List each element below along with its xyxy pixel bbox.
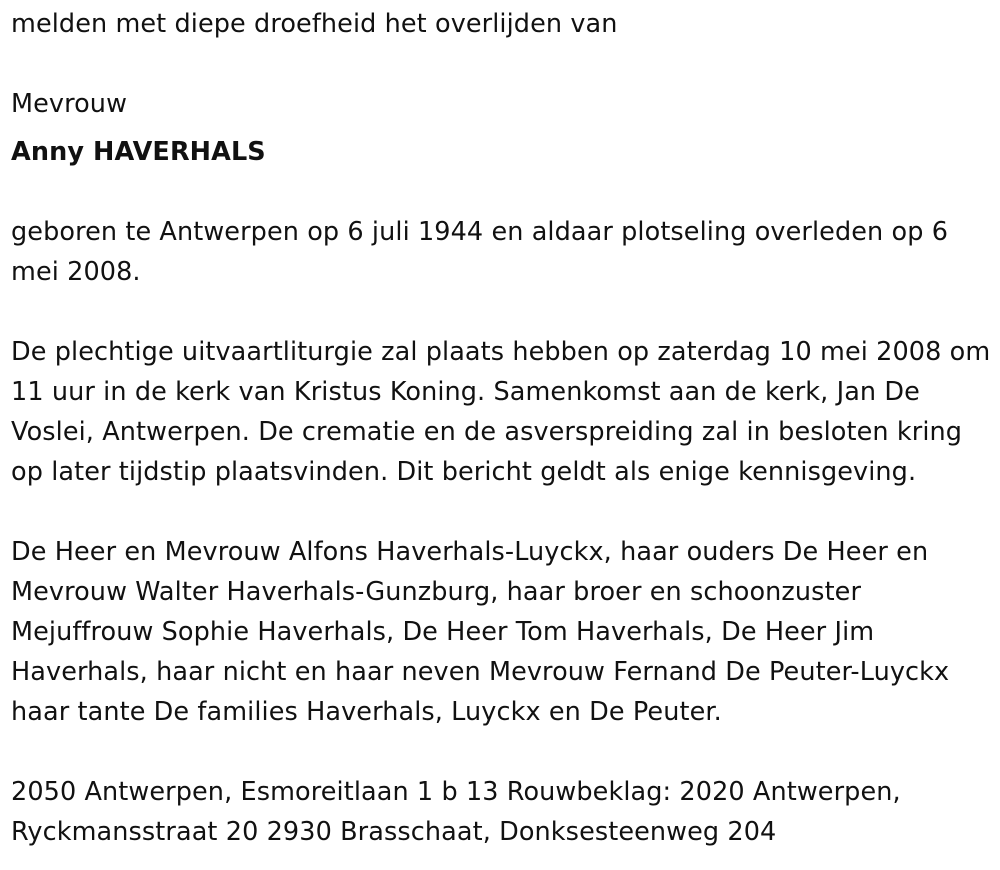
salutation: Mevrouw — [11, 89, 128, 119]
family-paragraph: De Heer en Mevrouw Alfons Haverhals-Luyckx, haar ouders De Heer en Mevrouw Walter Haverhals-Gunzburg, haar broer en schoonzuster Mejuffrouw Sophie Haverhals, De Heer Tom Haverhals, De Heer Jim Haverhals, haar nicht en haar neven Mevrouw Fernand De Peuter-Luyckx haar tante De families Haverhals, Luyckx en De Peuter. — [11, 537, 950, 727]
deceased-name: Anny HAVERHALS — [11, 137, 266, 167]
intro-text: melden met diepe droefheid het overlijden van — [11, 9, 618, 39]
obituary-notice — [11, 4, 995, 852]
ceremony-paragraph: De plechtige uitvaartliturgie zal plaats hebben op zaterdag 10 mei 2008 om 11 uur in de kerk van Kristus Koning. Samenkomst aan de kerk, Jan De Voslei, Antwerpen. De crematie en de asverspreiding zal in besloten kring op later tijdstip plaatsvinden. Dit bericht geldt als enige kennisgeving. — [11, 337, 991, 487]
birth-death-paragraph: geboren te Antwerpen op 6 juli 1944 en aldaar plotseling overleden op 6 mei 2008. — [11, 217, 949, 287]
addresses-paragraph: 2050 Antwerpen, Esmoreitlaan 1 b 13 Rouwbeklag: 2020 Antwerpen, Ryckmansstraat 20 2930 Brasschaat, Donksesteenweg 204 — [11, 777, 901, 847]
